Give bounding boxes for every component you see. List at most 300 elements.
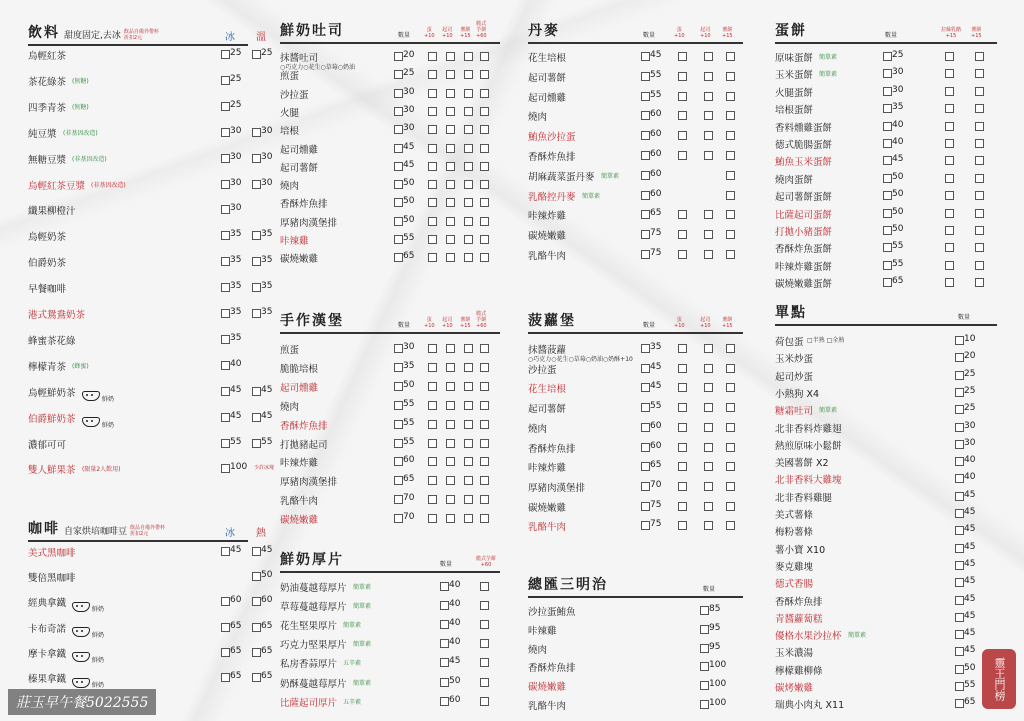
- extra-checkbox[interactable]: [975, 243, 984, 252]
- extra-checkbox[interactable]: [464, 495, 473, 504]
- extra-checkbox[interactable]: [480, 217, 489, 226]
- extra-checkbox[interactable]: [678, 131, 687, 140]
- qty-checkbox[interactable]: [641, 210, 650, 219]
- hot-checkbox[interactable]: [252, 257, 261, 266]
- extra-checkbox[interactable]: [446, 180, 455, 189]
- ice-checkbox[interactable]: [221, 361, 230, 370]
- ice-checkbox[interactable]: [221, 102, 230, 111]
- qty-checkbox[interactable]: [440, 620, 449, 629]
- extra-checkbox[interactable]: [704, 423, 713, 432]
- qty-checkbox[interactable]: [394, 476, 403, 485]
- qty-checkbox[interactable]: [641, 111, 650, 120]
- qty-checkbox[interactable]: [440, 639, 449, 648]
- extra-checkbox[interactable]: [726, 482, 735, 491]
- qty-checkbox[interactable]: [955, 699, 964, 708]
- extra-checkbox[interactable]: [464, 180, 473, 189]
- qty-checkbox[interactable]: [955, 423, 964, 432]
- qty-checkbox[interactable]: [641, 482, 650, 491]
- qty-checkbox[interactable]: [883, 52, 892, 61]
- qty-checkbox[interactable]: [955, 544, 964, 553]
- extra-checkbox[interactable]: [480, 620, 489, 629]
- extra-checkbox[interactable]: [446, 253, 455, 262]
- extra-checkbox[interactable]: [480, 70, 489, 79]
- qty-checkbox[interactable]: [641, 230, 650, 239]
- qty-checkbox[interactable]: [394, 162, 403, 171]
- extra-checkbox[interactable]: [704, 72, 713, 81]
- extra-checkbox[interactable]: [464, 235, 473, 244]
- qty-checkbox[interactable]: [700, 606, 709, 615]
- qty-checkbox[interactable]: [883, 209, 892, 218]
- qty-checkbox[interactable]: [641, 383, 650, 392]
- extra-checkbox[interactable]: [678, 72, 687, 81]
- extra-checkbox[interactable]: [704, 344, 713, 353]
- extra-checkbox[interactable]: [480, 439, 489, 448]
- extra-checkbox[interactable]: [945, 122, 954, 131]
- extra-checkbox[interactable]: [726, 92, 735, 101]
- extra-checkbox[interactable]: [678, 344, 687, 353]
- extra-checkbox[interactable]: [678, 423, 687, 432]
- extra-checkbox[interactable]: [945, 104, 954, 113]
- extra-checkbox[interactable]: [726, 443, 735, 452]
- qty-checkbox[interactable]: [394, 52, 403, 61]
- extra-checkbox[interactable]: [678, 111, 687, 120]
- extra-checkbox[interactable]: [446, 162, 455, 171]
- extra-checkbox[interactable]: [446, 52, 455, 61]
- qty-checkbox[interactable]: [394, 198, 403, 207]
- qty-checkbox[interactable]: [955, 492, 964, 501]
- qty-checkbox[interactable]: [641, 502, 650, 511]
- extra-checkbox[interactable]: [975, 209, 984, 218]
- extra-checkbox[interactable]: [446, 107, 455, 116]
- extra-checkbox[interactable]: [480, 382, 489, 391]
- qty-checkbox[interactable]: [394, 420, 403, 429]
- extra-checkbox[interactable]: [704, 443, 713, 452]
- extra-checkbox[interactable]: [726, 151, 735, 160]
- qty-checkbox[interactable]: [955, 578, 964, 587]
- extra-checkbox[interactable]: [428, 125, 437, 134]
- extra-checkbox[interactable]: [428, 514, 437, 523]
- extra-checkbox[interactable]: [464, 439, 473, 448]
- qty-checkbox[interactable]: [883, 104, 892, 113]
- extra-checkbox[interactable]: [945, 278, 954, 287]
- qty-checkbox[interactable]: [883, 191, 892, 200]
- extra-checkbox[interactable]: [446, 476, 455, 485]
- qty-checkbox[interactable]: [394, 235, 403, 244]
- hot-checkbox[interactable]: [252, 648, 261, 657]
- qty-checkbox[interactable]: [641, 151, 650, 160]
- qty-checkbox[interactable]: [641, 92, 650, 101]
- qty-checkbox[interactable]: [955, 509, 964, 518]
- qty-checkbox[interactable]: [955, 371, 964, 380]
- extra-checkbox[interactable]: [480, 601, 489, 610]
- extra-checkbox[interactable]: [428, 495, 437, 504]
- extra-checkbox[interactable]: [704, 521, 713, 530]
- extra-checkbox[interactable]: [464, 52, 473, 61]
- extra-checkbox[interactable]: [446, 125, 455, 134]
- qty-checkbox[interactable]: [641, 364, 650, 373]
- qty-checkbox[interactable]: [955, 474, 964, 483]
- extra-checkbox[interactable]: [975, 87, 984, 96]
- extra-checkbox[interactable]: [480, 401, 489, 410]
- extra-checkbox[interactable]: [726, 250, 735, 259]
- extra-checkbox[interactable]: [464, 89, 473, 98]
- extra-checkbox[interactable]: [704, 92, 713, 101]
- extra-checkbox[interactable]: [480, 658, 489, 667]
- extra-checkbox[interactable]: [464, 382, 473, 391]
- qty-checkbox[interactable]: [883, 139, 892, 148]
- extra-checkbox[interactable]: [704, 502, 713, 511]
- extra-checkbox[interactable]: [945, 226, 954, 235]
- extra-checkbox[interactable]: [480, 180, 489, 189]
- extra-checkbox[interactable]: [975, 174, 984, 183]
- extra-checkbox[interactable]: [726, 344, 735, 353]
- extra-checkbox[interactable]: [464, 125, 473, 134]
- qty-checkbox[interactable]: [394, 382, 403, 391]
- qty-checkbox[interactable]: [955, 596, 964, 605]
- qty-checkbox[interactable]: [440, 658, 449, 667]
- qty-checkbox[interactable]: [883, 87, 892, 96]
- extra-checkbox[interactable]: [480, 457, 489, 466]
- extra-checkbox[interactable]: [726, 462, 735, 471]
- hot-checkbox[interactable]: [252, 180, 261, 189]
- extra-checkbox[interactable]: [945, 261, 954, 270]
- extra-checkbox[interactable]: [446, 144, 455, 153]
- extra-checkbox[interactable]: [945, 209, 954, 218]
- extra-checkbox[interactable]: [446, 198, 455, 207]
- qty-checkbox[interactable]: [641, 72, 650, 81]
- extra-checkbox[interactable]: [428, 198, 437, 207]
- ice-checkbox[interactable]: [221, 205, 230, 214]
- qty-checkbox[interactable]: [883, 261, 892, 270]
- extra-checkbox[interactable]: [428, 439, 437, 448]
- qty-checkbox[interactable]: [394, 344, 403, 353]
- hot-checkbox[interactable]: [252, 154, 261, 163]
- ice-checkbox[interactable]: [221, 547, 230, 556]
- extra-checkbox[interactable]: [678, 502, 687, 511]
- extra-checkbox[interactable]: [480, 514, 489, 523]
- hot-checkbox[interactable]: [252, 283, 261, 292]
- qty-checkbox[interactable]: [700, 700, 709, 709]
- qty-checkbox[interactable]: [883, 278, 892, 287]
- qty-checkbox[interactable]: [955, 353, 964, 362]
- extra-checkbox[interactable]: [480, 162, 489, 171]
- qty-checkbox[interactable]: [440, 582, 449, 591]
- extra-checkbox[interactable]: [464, 217, 473, 226]
- ice-checkbox[interactable]: [221, 335, 230, 344]
- extra-checkbox[interactable]: [480, 107, 489, 116]
- extra-checkbox[interactable]: [704, 250, 713, 259]
- extra-checkbox[interactable]: [704, 482, 713, 491]
- qty-checkbox[interactable]: [394, 457, 403, 466]
- qty-checkbox[interactable]: [641, 52, 650, 61]
- extra-checkbox[interactable]: [428, 180, 437, 189]
- extra-checkbox[interactable]: [480, 639, 489, 648]
- extra-checkbox[interactable]: [464, 514, 473, 523]
- extra-checkbox[interactable]: [428, 457, 437, 466]
- extra-checkbox[interactable]: [446, 70, 455, 79]
- qty-checkbox[interactable]: [394, 180, 403, 189]
- extra-checkbox[interactable]: [726, 502, 735, 511]
- extra-checkbox[interactable]: [446, 89, 455, 98]
- extra-checkbox[interactable]: [480, 476, 489, 485]
- extra-checkbox[interactable]: [480, 235, 489, 244]
- qty-checkbox[interactable]: [955, 336, 964, 345]
- extra-checkbox[interactable]: [480, 89, 489, 98]
- qty-checkbox[interactable]: [700, 662, 709, 671]
- extra-checkbox[interactable]: [726, 171, 735, 180]
- ice-checkbox[interactable]: [221, 76, 230, 85]
- extra-checkbox[interactable]: [678, 151, 687, 160]
- hot-checkbox[interactable]: [252, 50, 261, 59]
- extra-checkbox[interactable]: [464, 198, 473, 207]
- qty-checkbox[interactable]: [883, 69, 892, 78]
- ice-checkbox[interactable]: [221, 128, 230, 137]
- extra-checkbox[interactable]: [975, 52, 984, 61]
- qty-checkbox[interactable]: [641, 443, 650, 452]
- extra-checkbox[interactable]: [726, 72, 735, 81]
- extra-checkbox[interactable]: [480, 144, 489, 153]
- qty-checkbox[interactable]: [955, 647, 964, 656]
- extra-checkbox[interactable]: [975, 122, 984, 131]
- qty-checkbox[interactable]: [394, 253, 403, 262]
- extra-checkbox[interactable]: [678, 462, 687, 471]
- extra-checkbox[interactable]: [446, 514, 455, 523]
- extra-checkbox[interactable]: [975, 261, 984, 270]
- extra-checkbox[interactable]: [464, 363, 473, 372]
- extra-checkbox[interactable]: [464, 253, 473, 262]
- qty-checkbox[interactable]: [955, 526, 964, 535]
- extra-checkbox[interactable]: [678, 230, 687, 239]
- qty-checkbox[interactable]: [394, 144, 403, 153]
- extra-checkbox[interactable]: [704, 403, 713, 412]
- extra-checkbox[interactable]: [945, 191, 954, 200]
- qty-checkbox[interactable]: [641, 191, 650, 200]
- extra-checkbox[interactable]: [945, 69, 954, 78]
- extra-checkbox[interactable]: [945, 87, 954, 96]
- hot-checkbox[interactable]: [252, 673, 261, 682]
- extra-checkbox[interactable]: [480, 344, 489, 353]
- ice-checkbox[interactable]: [221, 439, 230, 448]
- extra-checkbox[interactable]: [446, 363, 455, 372]
- ice-checkbox[interactable]: [221, 673, 230, 682]
- extra-checkbox[interactable]: [704, 52, 713, 61]
- extra-checkbox[interactable]: [428, 363, 437, 372]
- extra-checkbox[interactable]: [428, 401, 437, 410]
- extra-checkbox[interactable]: [464, 144, 473, 153]
- qty-checkbox[interactable]: [394, 125, 403, 134]
- qty-checkbox[interactable]: [641, 521, 650, 530]
- extra-checkbox[interactable]: [678, 383, 687, 392]
- extra-checkbox[interactable]: [428, 344, 437, 353]
- extra-checkbox[interactable]: [945, 52, 954, 61]
- extra-checkbox[interactable]: [975, 226, 984, 235]
- qty-checkbox[interactable]: [440, 697, 449, 706]
- extra-checkbox[interactable]: [678, 521, 687, 530]
- extra-checkbox[interactable]: [480, 198, 489, 207]
- qty-checkbox[interactable]: [394, 363, 403, 372]
- qty-checkbox[interactable]: [641, 403, 650, 412]
- extra-checkbox[interactable]: [480, 495, 489, 504]
- extra-checkbox[interactable]: [480, 582, 489, 591]
- extra-checkbox[interactable]: [446, 457, 455, 466]
- extra-checkbox[interactable]: [704, 364, 713, 373]
- extra-checkbox[interactable]: [480, 125, 489, 134]
- extra-checkbox[interactable]: [726, 230, 735, 239]
- ice-checkbox[interactable]: [221, 413, 230, 422]
- extra-checkbox[interactable]: [975, 139, 984, 148]
- extra-checkbox[interactable]: [704, 230, 713, 239]
- extra-checkbox[interactable]: [726, 383, 735, 392]
- qty-checkbox[interactable]: [883, 226, 892, 235]
- qty-checkbox[interactable]: [955, 388, 964, 397]
- extra-checkbox[interactable]: [464, 107, 473, 116]
- extra-checkbox[interactable]: [678, 364, 687, 373]
- hot-checkbox[interactable]: [252, 413, 261, 422]
- extra-checkbox[interactable]: [480, 697, 489, 706]
- ice-checkbox[interactable]: [221, 180, 230, 189]
- ice-checkbox[interactable]: [221, 623, 230, 632]
- extra-checkbox[interactable]: [704, 151, 713, 160]
- ice-checkbox[interactable]: [221, 387, 230, 396]
- extra-checkbox[interactable]: [726, 111, 735, 120]
- extra-checkbox[interactable]: [975, 191, 984, 200]
- hot-checkbox[interactable]: [252, 309, 261, 318]
- extra-checkbox[interactable]: [704, 131, 713, 140]
- extra-checkbox[interactable]: [480, 363, 489, 372]
- extra-checkbox[interactable]: [480, 420, 489, 429]
- qty-checkbox[interactable]: [955, 561, 964, 570]
- extra-checkbox[interactable]: [428, 89, 437, 98]
- extra-checkbox[interactable]: [480, 678, 489, 687]
- qty-checkbox[interactable]: [641, 250, 650, 259]
- extra-checkbox[interactable]: [678, 482, 687, 491]
- hot-checkbox[interactable]: [252, 439, 261, 448]
- qty-checkbox[interactable]: [394, 70, 403, 79]
- qty-checkbox[interactable]: [955, 630, 964, 639]
- ice-checkbox[interactable]: [221, 464, 230, 473]
- extra-checkbox[interactable]: [446, 217, 455, 226]
- hot-checkbox[interactable]: [252, 597, 261, 606]
- extra-checkbox[interactable]: [726, 52, 735, 61]
- qty-checkbox[interactable]: [955, 665, 964, 674]
- extra-checkbox[interactable]: [446, 235, 455, 244]
- extra-checkbox[interactable]: [945, 156, 954, 165]
- extra-checkbox[interactable]: [726, 210, 735, 219]
- extra-checkbox[interactable]: [428, 253, 437, 262]
- hot-checkbox[interactable]: [252, 572, 261, 581]
- qty-checkbox[interactable]: [394, 89, 403, 98]
- qty-checkbox[interactable]: [641, 423, 650, 432]
- ice-checkbox[interactable]: [221, 154, 230, 163]
- extra-checkbox[interactable]: [975, 156, 984, 165]
- extra-checkbox[interactable]: [480, 52, 489, 61]
- hot-checkbox[interactable]: [252, 623, 261, 632]
- qty-checkbox[interactable]: [700, 681, 709, 690]
- extra-checkbox[interactable]: [464, 401, 473, 410]
- extra-checkbox[interactable]: [704, 210, 713, 219]
- extra-checkbox[interactable]: [428, 70, 437, 79]
- ice-checkbox[interactable]: [221, 50, 230, 59]
- ice-checkbox[interactable]: [221, 648, 230, 657]
- extra-checkbox[interactable]: [726, 131, 735, 140]
- extra-checkbox[interactable]: [704, 462, 713, 471]
- qty-checkbox[interactable]: [883, 243, 892, 252]
- ice-checkbox[interactable]: [221, 283, 230, 292]
- extra-checkbox[interactable]: [464, 476, 473, 485]
- extra-checkbox[interactable]: [945, 174, 954, 183]
- qty-checkbox[interactable]: [641, 344, 650, 353]
- qty-checkbox[interactable]: [955, 440, 964, 449]
- hot-checkbox[interactable]: [252, 128, 261, 137]
- qty-checkbox[interactable]: [394, 401, 403, 410]
- extra-checkbox[interactable]: [464, 420, 473, 429]
- extra-checkbox[interactable]: [480, 253, 489, 262]
- extra-checkbox[interactable]: [428, 107, 437, 116]
- extra-checkbox[interactable]: [464, 457, 473, 466]
- extra-checkbox[interactable]: [446, 382, 455, 391]
- ice-checkbox[interactable]: [221, 597, 230, 606]
- qty-checkbox[interactable]: [641, 131, 650, 140]
- extra-checkbox[interactable]: [428, 217, 437, 226]
- extra-checkbox[interactable]: [428, 52, 437, 61]
- extra-checkbox[interactable]: [704, 383, 713, 392]
- extra-checkbox[interactable]: [726, 521, 735, 530]
- extra-checkbox[interactable]: [446, 420, 455, 429]
- extra-checkbox[interactable]: [428, 476, 437, 485]
- qty-checkbox[interactable]: [440, 678, 449, 687]
- extra-checkbox[interactable]: [975, 278, 984, 287]
- extra-checkbox[interactable]: [428, 162, 437, 171]
- qty-checkbox[interactable]: [883, 174, 892, 183]
- qty-checkbox[interactable]: [394, 495, 403, 504]
- extra-checkbox[interactable]: [945, 243, 954, 252]
- qty-checkbox[interactable]: [641, 171, 650, 180]
- extra-checkbox[interactable]: [678, 403, 687, 412]
- qty-checkbox[interactable]: [700, 625, 709, 634]
- qty-checkbox[interactable]: [641, 462, 650, 471]
- ice-checkbox[interactable]: [221, 257, 230, 266]
- extra-checkbox[interactable]: [726, 364, 735, 373]
- extra-checkbox[interactable]: [726, 423, 735, 432]
- qty-checkbox[interactable]: [883, 122, 892, 131]
- qty-checkbox[interactable]: [883, 156, 892, 165]
- qty-checkbox[interactable]: [955, 682, 964, 691]
- extra-checkbox[interactable]: [428, 235, 437, 244]
- qty-checkbox[interactable]: [394, 217, 403, 226]
- extra-checkbox[interactable]: [428, 382, 437, 391]
- hot-checkbox[interactable]: [252, 231, 261, 240]
- extra-checkbox[interactable]: [726, 403, 735, 412]
- qty-checkbox[interactable]: [700, 644, 709, 653]
- hot-checkbox[interactable]: [252, 547, 261, 556]
- extra-checkbox[interactable]: [975, 69, 984, 78]
- extra-checkbox[interactable]: [975, 104, 984, 113]
- extra-checkbox[interactable]: [464, 70, 473, 79]
- extra-checkbox[interactable]: [464, 344, 473, 353]
- extra-checkbox[interactable]: [678, 92, 687, 101]
- extra-checkbox[interactable]: [678, 52, 687, 61]
- qty-checkbox[interactable]: [394, 439, 403, 448]
- extra-checkbox[interactable]: [945, 139, 954, 148]
- qty-checkbox[interactable]: [394, 514, 403, 523]
- extra-checkbox[interactable]: [446, 439, 455, 448]
- extra-checkbox[interactable]: [446, 495, 455, 504]
- extra-checkbox[interactable]: [726, 191, 735, 200]
- qty-checkbox[interactable]: [394, 107, 403, 116]
- qty-checkbox[interactable]: [955, 457, 964, 466]
- qty-checkbox[interactable]: [440, 601, 449, 610]
- extra-checkbox[interactable]: [678, 443, 687, 452]
